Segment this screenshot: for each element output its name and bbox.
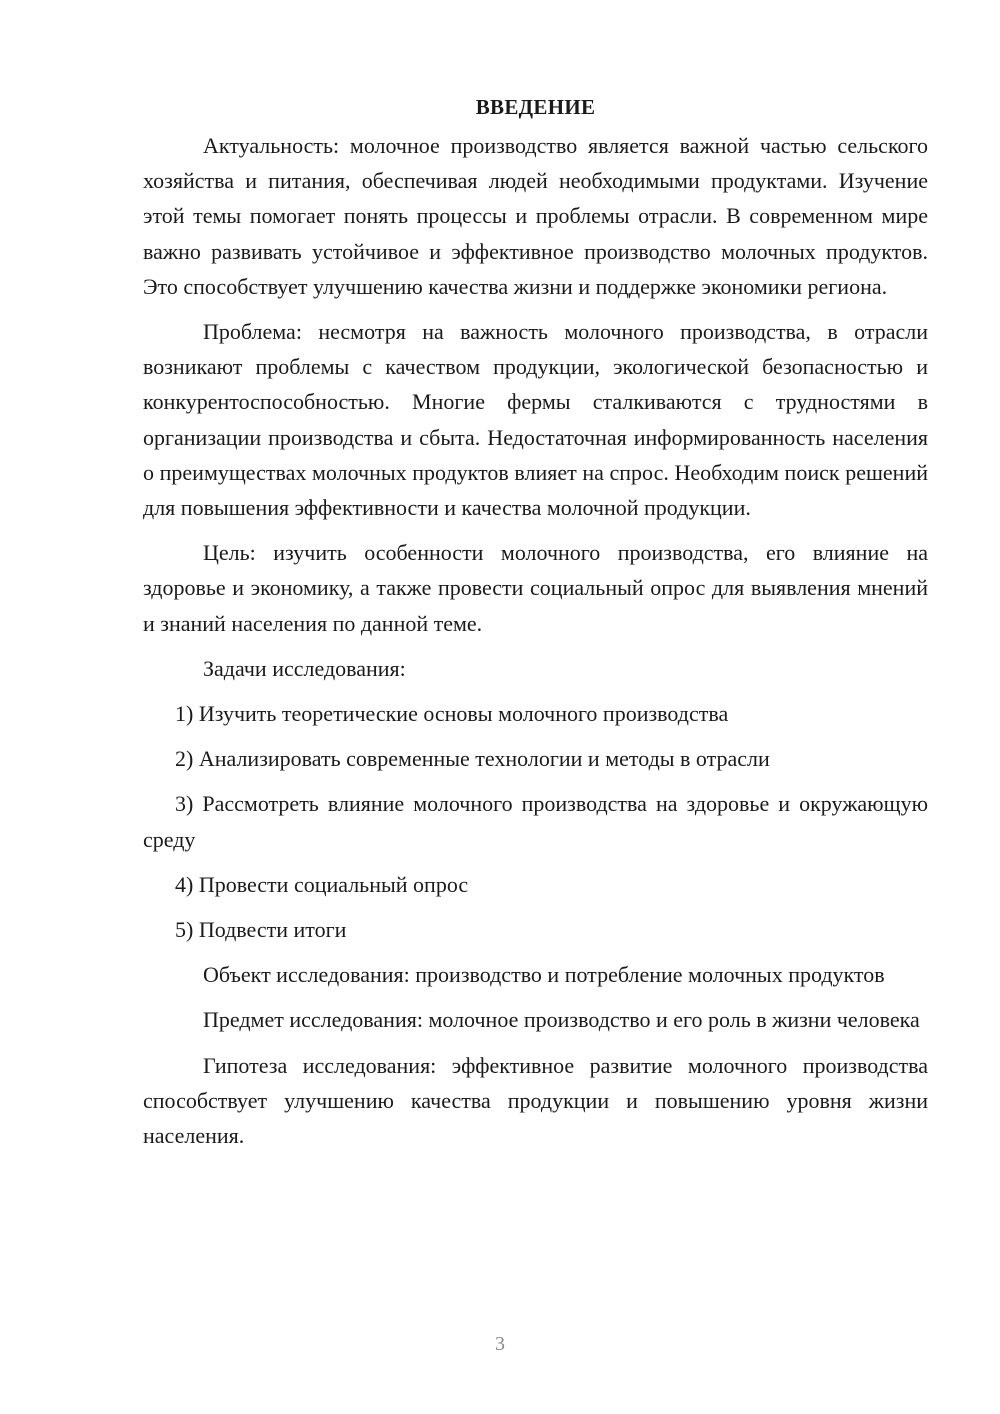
task-item-3: 3) Рассмотреть влияние молочного производства на здоровье и окружающую среду <box>143 791 928 852</box>
tasks-heading: Задачи исследования: <box>203 655 406 681</box>
task-item-4: 4) Провести социальный опрос <box>175 871 469 897</box>
paragraph-relevance: Актуальность: молочное производство является важной частью сельского хозяйства и питания, обеспечивая людей необходимыми продуктами. Изучение этой темы помогает понять процессы и проблемы отрасли. В современном мире важно развивать устойчивое и эффективное производство молочных продуктов. Это способствует улучшению качества жизни и поддержке экономики региона. <box>143 133 928 299</box>
task-item-5: 5) Подвести итоги <box>175 917 347 943</box>
paragraph-hypothesis: Гипотеза исследования: эффективное развитие молочного производства способствует улучшению качества продукции и повышению уровня жизни населения. <box>143 1052 928 1149</box>
paragraph-object: Объект исследования: производство и потребление молочных продуктов <box>203 962 885 988</box>
paragraph-goal: Цель: изучить особенности молочного производства, его влияние на здоровье и экономику, а также провести социальный опрос для выявления мнений и знаний населения по данной теме. <box>143 540 928 636</box>
tasks-list <box>143 696 928 947</box>
paragraph-problem: Проблема: несмотря на важность молочного производства, в отрасли возникают проблемы с качеством продукции, экологической безопасностью и конкурентоспособностью. Многие фермы сталкиваются с трудностями в организации производства и сбыта. Недостаточная информированность населения о преимуществах молочных продуктов влияет на спрос. Необходим поиск решений для повышения эффективности и качества молочной продукции. <box>143 319 928 521</box>
task-item-1: 1) Изучить теоретические основы молочного производства <box>175 701 729 727</box>
document-title: ВВЕДЕНИЕ <box>475 95 596 119</box>
paragraph-subject: Предмет исследования: молочное производство и его роль в жизни человека <box>203 1007 920 1033</box>
document-page <box>143 90 928 1163</box>
task-item-2: 2) Анализировать современные технологии и методы в отрасли <box>175 746 770 772</box>
page-number: 3 <box>495 1333 505 1355</box>
